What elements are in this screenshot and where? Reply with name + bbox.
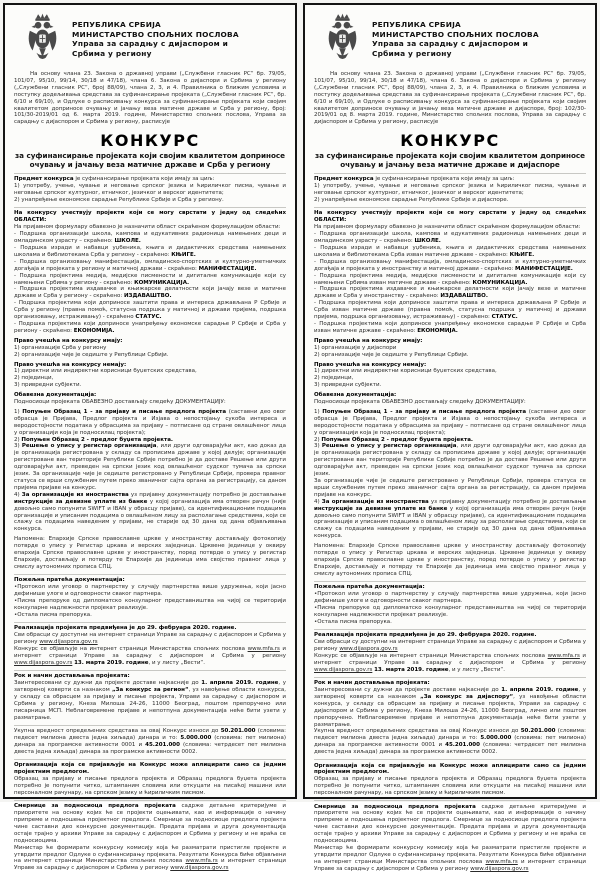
text-block: Обавезна документација: Подносиоци пројеката ОБАВЕЗНО достављају следећу ДОКУМЕНТАЦИЈУ: xyxy=(314,392,526,406)
konkurs-title: КОНКУРС xyxy=(400,131,500,151)
text-block: Рок и начин достављања пројеката: Заинтересовани су дужни да пројекте доставе најкасније до 1. априла 2019. године, у затвореној коверти са назнаком „За конкурс за дијаспору“, уз навођење области конкурса, у складу са обрасцем за пријаву и писање пројекта, Управи за сарадњу с дијаспором и Србима у региону, Кнеза Милоша 24-26, 11000 Београд, лично или поштом препоручено. Неблаговремене пријаве и непотпуна документација неће бити узети у разматрање. Укупна вредност опредељених средстава за овај Конкурс износи до 50.201.000 (словима: педесет милиона двеста једна хиљада) динара и то: 5.000.000 (словима: пет милиона) динара за програмске активности 0001 и 45.201.000 (словима: четрдесет пет милиона двеста једна хиљада) динара за програмске активности 0002. xyxy=(314,677,586,756)
text-block: На конкурсу учествују пројекти који се могу сврстати у једну од следећих ОБЛАСТИ: На пријавном формулару обавезно је назначити област скраћеном формулацијом области: - Подршка организацији школа, кампова и едукативних радионица намењених деци и омладинском узрасту – скраћено: ШКОЛЕ. - Подршка изради и набавци уџбеника, књига и дидактичких средстава намењених школама и библиотекама Срба у региону - скраћено: КЊИГЕ. - Подршка организовању манифестација, омладинско-спортских и културно-уметничких догађаја и пројеката у региону и матичној држави - скраћено: МАНИФЕСТАЦИЈЕ. - Подршка пројектима медија, медијске писмености и дигиталне комуникације који су намењени Србима у региону - скраћено: КОМУНИКАЦИЈА. - Подршка пројектима издавачке и књижарске делатности који јачају везе и матичне државе и Срба у региону - скраћено: ИЗДАВАШТВО. - Подршка пројектима који доприносе заштити права и интереса држављана Р Србије и Срба у региону (правна помоћ, статусна подршка у матичној и држави пријема, подршка организовању, истраживању) - скраћено СТАТУС. - Подршка пројектима који доприносе унапређењу економске сарадње Р Србије и Срба у региону - скраћено: ЕКОНОМИЈА. xyxy=(14,207,286,335)
text-block: Пожељна пратећа документација: •Протокол или уговор о партнерству у случају партнерства више удружења, који јасно дефинише улоге и одговорности сваког партнера. •Писма препоруке од дипломатско конзуларног представништва на чијој се територији конзуларне надлежности пројекат реализује. •Остала писма препорука. xyxy=(314,581,586,626)
text-block: Предмет конкурса је суфинансирање пројеката који имају за циљ: 1) употребу, учење, чување и неговање српског језика и ћириличког писма, чување и неговање српског културног, етничког, језичког и верског идентитета; 2) унапређење економске сарадње Републике Србије и дијаспоре. xyxy=(314,173,586,204)
text-block: Напомена: Епархије Српске православне цркве у иностранству достављају фотокопију потврде о упису у Регистар цркава и верских заједница. Црквене јединице у оквиру епархија Српске православне цркве у иностранству, поред потврде о упису у регистар Епархије, достављају и потврду те Епархије да јединица има својство правног лица у смислу аутономних прописа СПЦ. xyxy=(14,536,286,570)
text-block: Обавезна документација: Подносиоци пројеката ОБАВЕЗНО достављају следећу ДОКУМЕНТАЦИЈУ: xyxy=(14,392,226,406)
text-block: Рок и начин достављања пројеката: Заинтересовани су дужни да пројекте доставе најкасније до 1. априла 2019. године, у затвореној коверти са назнаком „За конкурс за регион“, уз навођење области конкурса, у складу са обрасцем за пријаву и писање пројекта, Управи за сарадњу с дијаспором и Србима у региону, Кнеза Милоша 24-26, 11000 Београд, поштом препоручено или писарница МСП. Неблаговремене пријаве и непотпуна документација неће бити узети у разматрање. xyxy=(14,670,286,722)
text-block: Право учешћа на конкурсу имају: 1) организације у дијаспори 2) организације чије је седиште у Републици Србији. xyxy=(314,337,469,358)
text-block: Укупна вредност опредељених средстава за овај Конкурс износи до 50.201.000 (словима: педесет милиона двеста једна хиљада) динара и то: 5.000.000 (словима: пет милиона) динара за програмске активности 0001 и 45.201.000 (словима: четрдесет пет милиона двеста једна хиљада) динара за програмске активности 0002. xyxy=(14,725,286,756)
letterhead xyxy=(26,13,286,66)
legal-basis-paragraph: На основу члана 23. Закона о државној управи („Службени гласник РС“ бр. 79/05, 101/07, 95/10, 99/14, 30/18 и 47/18), члана 6. Закона о дијаспори и Србима у региону („Службени гласник РС“, број 88/09), члана 2, 3, и 4. Правилника о ближим условима и поступку додељивања средстава за суфинансирање пројеката („Службени гласник РС“, бр. 6/10 и 69/10), и Одлуке о расписивању конкурса за суфинансирање пројеката који својим квалитетом доприносе очувању и јачању веза матичне државе и дијаспоре, број: 102/30-2019/01 од 8. марта 2019. године, Министарство спољних послова, Управа за сарадњу с дијаспором и Србима у региону, расписује xyxy=(314,71,586,126)
letterhead-text xyxy=(372,13,539,58)
subtitle-line: очувању и јачању веза матичне државе и дијаспоре xyxy=(340,160,560,170)
org-republic: РЕПУБЛИКА СРБИЈА xyxy=(372,20,461,29)
letterhead-text xyxy=(72,13,239,58)
text-block: Пожељна пратећа документација: •Протокол или уговор о партнерству у случају партнерства више удружења, који јасно дефинише улоге и одговорности сваког партнера. •Писма препоруке од дипломатско конзуларног представништва на чијој се територији конзуларне надлежности пројекат реализује. •Остала писма препорука. xyxy=(14,574,286,619)
konkurs-title: КОНКУРС xyxy=(100,131,200,151)
document-page-diaspora xyxy=(303,3,597,872)
org-republic: РЕПУБЛИКА СРБИЈА xyxy=(72,20,161,29)
text-block: Предмет конкурса је суфинансирање пројеката који имају за циљ: 1) употребу, учење, чување и неговање српског језика и ћириличког писма, чување и неговање српског културног, етничког, језичког и верског идентитета; 2) унапређење економске сарадње Републике Србије и Срба у региону. xyxy=(14,173,286,204)
org-department-line2: Србима у региону xyxy=(72,48,152,58)
document-body xyxy=(314,173,586,873)
legal-basis-paragraph: На основу члана 23. Закона о државној управи („Службени гласник РС“ бр. 79/05, 101/07, 95/10, 99/14, 30/18 и 47/18), члана 6. Закона о дијаспори и Србима у региону („Службени гласник РС“, број 88/09), члана 2, 3, и 4. Правилника о ближим условима и поступку додељивања средстава за суфинансирање пројеката („Службени гласник РС“, бр. 6/10 и 69/10), и Одлуке о расписивању конкурса за суфинансирање пројеката који својим квалитетом доприносе очувању и јачању веза матичне државе и Срба у региону, број: 101/30-2019/01 од 6. марта 2019. године, Министарство спољних послова, Управа за сарадњу с дијаспором и Србима у региону, расписује xyxy=(14,71,286,126)
subtitle-line: за суфинансирање пројеката који својим квалитетом доприносе xyxy=(14,151,286,161)
text-block: Право учешћа на конкурсу немају: 1) директни или индиректни корисници буџетских средстава, 2) појединци, 3) привредни субјекти. xyxy=(314,361,497,389)
letterhead xyxy=(326,13,586,66)
org-ministry: МИНИСТАРСТВО СПОЉНИХ ПОСЛОВА xyxy=(72,29,239,39)
document-page-region xyxy=(3,3,297,872)
konkurs-subtitle xyxy=(314,152,586,170)
document-body xyxy=(14,173,286,872)
text-block: Организација која се пријављује на Конкурс може аплицирати само са једним пројектним предлогом. Образац за пријаву и писање предлога пројекта и Образац предлога буџета пројекта потребно је попунити читко, штампаним словима или откуцати на писаћој машини или персоналном рачунару, на српском језику и ћириличким писмом. xyxy=(14,759,286,797)
text-block: Смернице за подносиоца предлога пројеката садрже детаљне критеријуме и приоритете на основу којих ће се пројекти оцењивати, као и информације о начину припреме и подношења пројектног предлога. Смернице за подносиоце предлога пројекта чине саставни део конкурсне документације. Предата пријава и друга документација остаје трајно у архиви Управе за сарадњу с дијаспором и Србима у региону и не враћа се подносиоцима. Министар ће формирати конкурсну комисију која ће разматрати пристигле пројекте и утврдити предлог Одлуке о суфинансирању пројеката. Резултати Конкурса биће објављени на интернет страници Министарства спољних послова www.mfa.rs и интернет страници Управе за сарадњу с дијаспором и Србима у региону www.dijaspora.gov.rs xyxy=(14,800,286,873)
text-block: Право учешћа на конкурсу имају: 1) организације Срба у региону 2) организације чије је седиште у Републици Србији. xyxy=(14,337,169,358)
subtitle-line: за суфинансирање пројеката који својим квалитетом доприносе xyxy=(314,151,586,161)
text-block: 1) Попуњен Образац 1 - за пријаву и писање предлога пројекта (саставни део овог обрасца је Пријава, Предлог пројекта и Изјава о непостојању сукоба интереса и веродостојности података у обрасцима за пријаву – потписане од стране овлашћеног лица у организацији која је подносилац пројекта); 2) Попуњен Образац 2 - предлог буџета пројекта. 3) Решење о упису у регистар организација, или други одговарајући акт, као доказ да је организација регистрована у складу са прописима државе у којој делује; организације регистроване ван територије Републике Србије потребно је да доставе Решење или други одговарајући акт, преведен на српски језик код овлашћеног судског тумача за српски језик. За организације чије је седиште регистровано у Републици Србији, провера правног статуса се врши службеним путем преко званичног сајта органа за регистрацију, са даном пријема пријаве на конкурс. 4) За организације из иностранства уз пријавну документацију потребно је достављање инструкције за девизне уплате из банке у којој организација има отворен рачун (није довољно само попунити SWIFT и IBAN у обрасцу пријаве), са идентификационим подацима организације и уписаним подацима о овлашћеном лицу за располагање средствима, који се слажу са подацима наведеним у пријави, не старије од 30 дана од дана објављивања конкурса. xyxy=(14,408,286,533)
text-block: Организација која се пријављује на Конкурс може аплицирати само са једним пројектним предлогом. Образац за пријаву и писање предлога пројекта и Образац предлога буџета пројекта потребно је попунити читко, штампаним словима или откуцати на писаћој машини или персоналном рачунару, на српском језику и ћириличким писмом. xyxy=(314,759,586,797)
serbia-coat-of-arms-icon xyxy=(326,13,359,66)
text-block: Напомена: Епархије Српске православне цркве у иностранству достављају фотокопију потврде о упису у Регистар цркава и верских заједница. Црквене јединице у оквиру епархија Српске православне цркве у иностранству, поред потврде о упису у регистар Епархије, достављају и потврду те Епархије да јединица има својство правног лица у смислу аутономних прописа СПЦ. xyxy=(314,543,586,577)
org-department-line1: Управа за сарадњу с дијаспором и xyxy=(72,39,228,49)
org-ministry: МИНИСТАРСТВО СПОЉНИХ ПОСЛОВА xyxy=(372,29,539,39)
text-block: На конкурсу учествују пројекти који се могу сврстати у једну од следећих ОБЛАСТИ: На пријавном формулару обавезно је назначити област скраћеном формулацијом области: - Подршка организацији школа, кампова и едукативних радионица намењених деци и омладинском узрасту – скраћено: ШКОЛЕ. - Подршка изради и набавци уџбеника, књига и дидактичких средстава намењених школама и библиотекама Срба изван матичне државе - скраћено: КЊИГЕ. - Подршка организовању манифестација, омладинско-спортских и културно-уметничких догађаја и пројеката у иностранству и матичној држави - скраћено: МАНИФЕСТАЦИЈЕ. - Подршка пројектима медија, медијске писмености и дигиталне комуникације који су намењени Србима изван матичне државе - скраћено: КОМУНИКАЦИЈА. - Подршка пројектима издавачке и књижарске делатности који јачају везе и матичне државе и Срба у иностранству - скраћено: ИЗДАВАШТВО. - Подршка пројектима који доприносе заштити права и интереса држављана Р Србије и Срба изван матичне државе (правна помоћ, статусна подршка у матичној и држави пријема, подршка организовању, истраживању) - скраћено: СТАТУС. - Подршка пројектима који доприносе унапређењу економске сарадње Р Србије и Срба изван матичне државе - скраћено: ЕКОНОМИЈА. xyxy=(314,207,586,335)
text-block: Реализација пројеката предвиђена је до 29. фебруара 2020. године. Сви обрасци су доступни на интернет страници Управе за сарадњу с дијаспором и Србима у региону www.dijaspora.gov.rs Конкурс се објављује на интернет страници Министарства спољних послова www.mfa.rs и интернет страници Управе за сарадњу с дијаспором и Србима у региону www.dijaspora.gov.rs 13. марта 2019. године, и у листу „Вести“. xyxy=(14,622,286,667)
text-block: 1) Попуњен Образац 1 - за пријаву и писање предлога пројекта (саставни део овог обрасца је Пријава, Предлог пројекта и Изјава о непостојању сукоба интереса и веродостојности података у обрасцима за пријаву – потписане од стране овлашћеног лица у организацији која је подносилац пројекта); 2) Попуњен Образац 2 - предлог буџета пројекта. 3) Решење о упису у регистар организација, или други одговарајући акт, као доказ да је организација регистрована у складу са прописима државе у којој делује; организације регистроване ван територије Републике Србије потребно је да доставе Решење или други одговарајући акт, преведен на српски језик код овлашћеног судског тумача за српски језик. За организације чије је седиште регистровано у Републици Србији, провера статуса се врши службеним путем преко званичног сајта органа за регистрацију, са даном пријема пријаве на конкурс. 4) За организације из иностранства уз пријавну документацију потребно је достављање инструкције за девизне уплате из банке у којој организација има отворен рачун (није довољно само попунити SWIFT и IBAN у обрасцу пријаве), са идентификационим подацима организације и уписаним подацима о овлашћеном лицу за располагање средствима, који се слажу са подацима наведеним у пријави, не старије од 30 дана од дана објављивања конкурса. xyxy=(314,408,586,540)
org-department-line1: Управа за сарадњу с дијаспором и xyxy=(372,39,528,49)
org-department-line2: Србима у региону xyxy=(372,48,452,58)
serbia-coat-of-arms-icon xyxy=(26,13,59,66)
text-block: Реализација пројеката предвиђена је до 29. фебруара 2020. године. Сви обрасци су доступни на интернет страници Управе за сарадњу с дијаспором и Србима у региону www.dijaspora.gov.rs Конкурс се објављује на интернет страници Министарства спољних послова www.mfa.rs и интернет страници Управе за сарадњу с дијаспором и Србима у региону www.dijaspora.gov.rs 13. марта 2019. године, и у листу „Вести“. xyxy=(314,629,586,674)
text-block: Смернице за подносиоца предлога пројеката садрже детаљне критеријуме и приоритете на основу којих ће се пројекти оцењивати, као и информације о начину припреме и подношења пројектног предлога. Смернице за подносиоце предлога пројекта чине саставни део конкурсне документације. Предата пријава и друга документација остаје трајно у архиви Управе за сарадњу с дијаспором и Србима у региону и не враћа се подносиоцима. Министар ће формирати конкурсну комисију која ће разматрати пристигле пројекте и утврдити предлог Одлуке о суфинансирању пројеката. Резултати Конкурса биће објављени на интернет страници Министарства спољних послова www.mfa.rs и интернет страници Управе за сарадњу с дијаспором и Србима у региону www.dijaspora.gov.rs xyxy=(314,800,586,873)
text-block: Право учешћа на конкурсу немају: 1) директни или индиректни корисници буџетских средстава, 2) појединци, 3) привредни субјекти. xyxy=(14,361,197,389)
subtitle-line: очувању и јачању веза матичне државе и Срба у региону xyxy=(29,160,271,170)
konkurs-subtitle xyxy=(14,152,286,170)
